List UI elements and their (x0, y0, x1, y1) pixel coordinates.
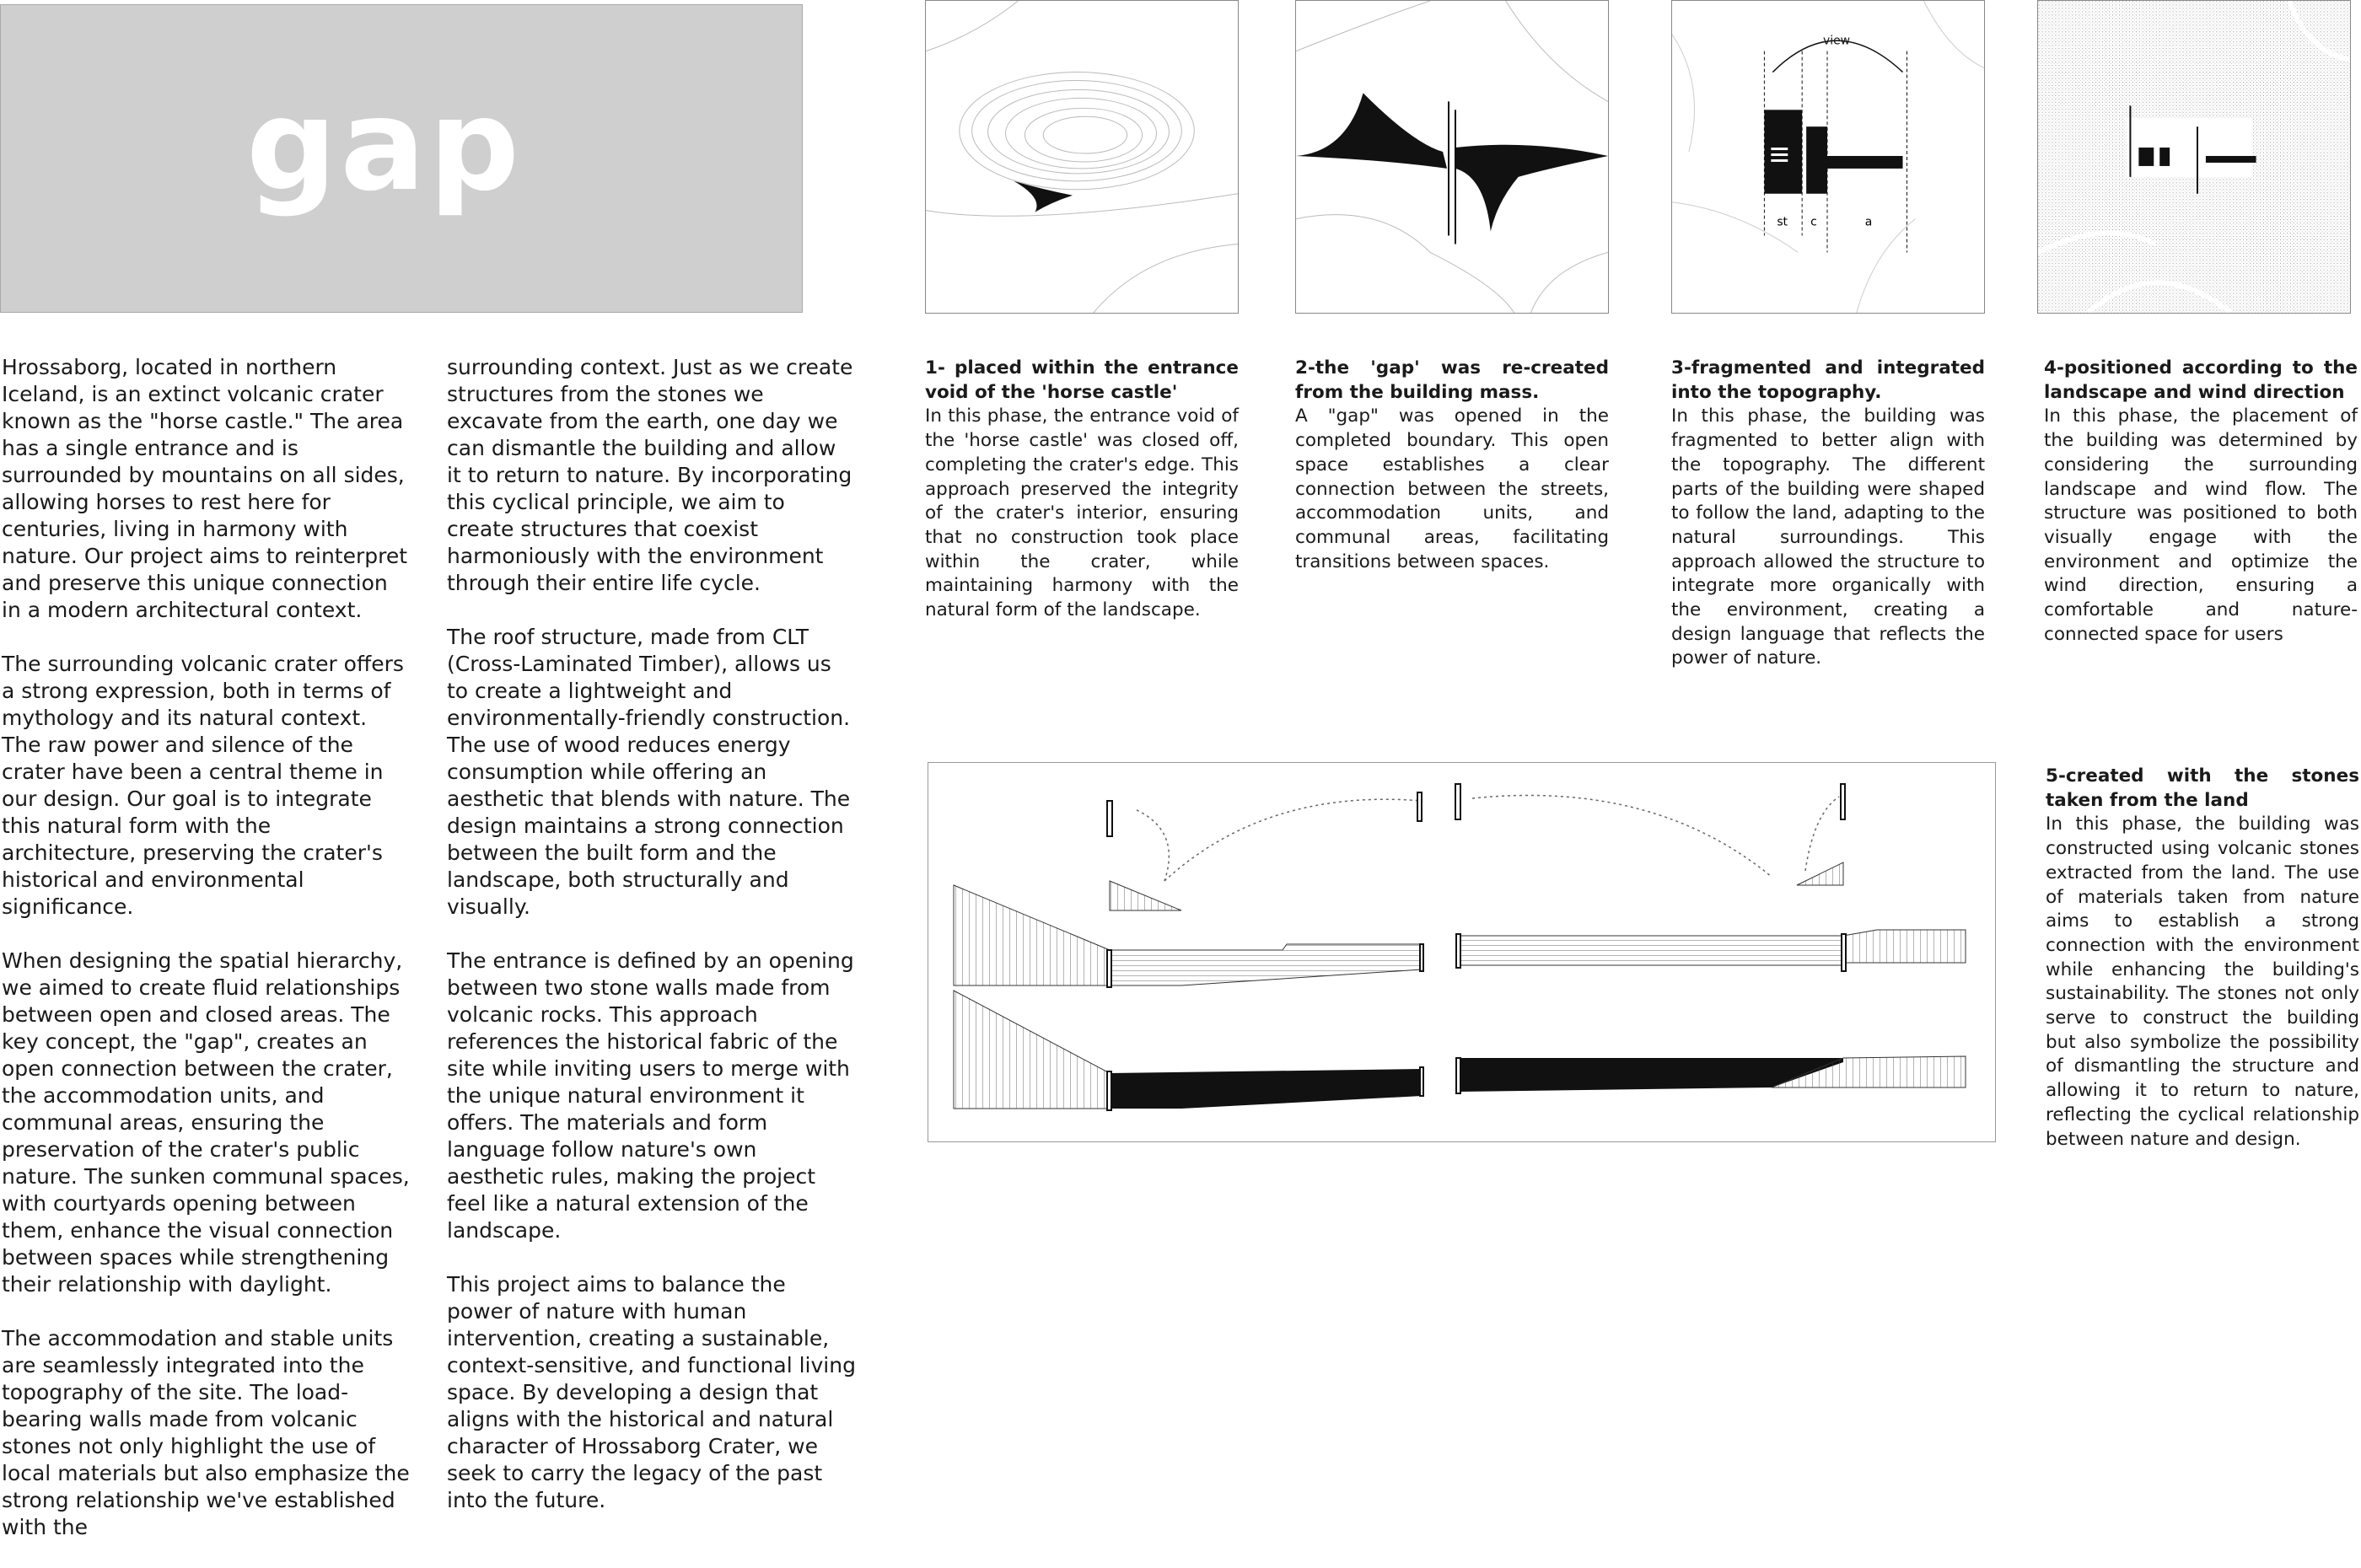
step-4-caption (2044, 357, 2358, 647)
paragraph: When designing the spatial hierarchy, we aimed to create fluid relationships between open and closed areas. The key concept, the "gap", creates an open connection between the crater, the accommodation units, and communal areas, ensuring the preservation of the crater's public nature. The sunken communal spaces, with courtyards opening between them, enhance the visual connection between spaces while strengthening their relationship with daylight. (2, 948, 410, 1297)
paragraph: The entrance is defined by an opening between two stone walls made from volcanic rocks. This approach references the historical fabric of the site while inviting users to merge with the unique natural environment it offers. The materials and form language follow nature's own aesthetic rules, making the project feel like a natural extension of the landscape. (447, 948, 854, 1243)
step-heading: 3-fragmented and integrated into the topography. (1671, 357, 1985, 403)
paragraph: The roof structure, made from CLT (Cross-Laminated Timber), allows us to create a lightweight and environmentally-friendly construction. The use of wood reduces energy consumption while offering an aesthetic that blends with nature. The design maintains a strong connection between the built form and the landscape, both structurally and visually. (447, 625, 851, 919)
diagram-5-stone-sections (928, 762, 1996, 1142)
step-heading: 4-positioned according to the landscape and wind direction (2044, 357, 2358, 403)
diagram-3-topography (1671, 0, 1985, 314)
paragraph: Hrossaborg, located in northern Iceland, is an extinct volcanic crater known as the "horse castle." The area has a single entrance and is surrounded by mountains on all sides, allowing horses to rest here for centuries, living in harmony with nature. Our project aims to reinterpret and preserve this unique connection in a modern architectural context. (2, 355, 408, 622)
project-title: gap (246, 72, 523, 219)
step-5-caption (2046, 765, 2359, 1152)
a-label: a (1864, 215, 1873, 229)
intro-column-1 (2, 354, 411, 1568)
title-banner (0, 4, 803, 313)
step-heading: 2-the 'gap' was re-created from the building mass. (1295, 357, 1609, 403)
paragraph: surrounding context. Just as we create structures from the stones we excavate from the earth, one day we can dismantle the building and allow it to return to nature. By incorporating this cyclical principle, we aim to create structures that coexist harmoniously with the environment through their entire life cycle. (447, 355, 853, 595)
c-label: c (1810, 215, 1817, 229)
view-label: view (1823, 34, 1851, 48)
diagram-2-gap-mass (1295, 0, 1609, 314)
step-body: In this phase, the placement of the building was determined by considering the surrounding landscape and wind flow. The structure was positioned to both visually engage with the environment and optimize the wind direction, ensuring a comfortable and nature-connected space for users (2044, 405, 2358, 645)
step-body: In this phase, the building was constructed using volcanic stones extracted from the land. The use of materials taken from nature aims to establish a strong connection with the environment while enhancing the building's sustainability. The stones not only serve to construct the building but also symbolize the possibility of dismantling the structure and allowing it to return to nature, reflecting the cyclical relationship between nature and design. (2046, 814, 2359, 1150)
paragraph: The surrounding volcanic crater offers a strong expression, both in terms of mythology and its natural context. The raw power and silence of the crater have been a central theme in our design. Our goal is to integrate this natural form with the architecture, preserving the crater's historical and environmental significance. (2, 652, 404, 919)
step-body: In this phase, the building was fragmented to better align with the topography. The different parts of the building were shaped to follow the land, adapting to the natural surroundings. This approach allowed the structure to integrate more organically with the environment, creating a design language that reflects the power of nature. (1671, 405, 1985, 669)
step-heading: 1- placed within the entrance void of the 'horse castle' (925, 357, 1239, 403)
step-2-caption (1295, 357, 1609, 574)
paragraph: The accommodation and stable units are seamlessly integrated into the topography of the site. The load-bearing walls made from volcanic stones not only highlight the use of local materials but also emphasize the strong relationship we've established with the (2, 1326, 410, 1539)
step-1-caption (925, 357, 1239, 623)
step-heading: 5-created with the stones taken from the land (2046, 765, 2359, 811)
step-3-caption (1671, 357, 1985, 671)
step-body: In this phase, the entrance void of the 'horse castle' was closed off, completing the crater's edge. This approach preserved the integrity of the crater's interior, ensuring that no construction took place within the crater, while maintaining harmony with the natural form of the landscape. (925, 405, 1239, 621)
step-body: A "gap" was opened in the completed boundary. This open space establishes a clear connection between the streets, accommodation units, and communal areas, facilitating transitions between spaces. (1295, 405, 1609, 572)
diagram-1-crater-plan (925, 0, 1239, 314)
diagram-4-wind-landscape (2037, 0, 2351, 314)
st-label: st (1777, 215, 1788, 229)
paragraph: This project aims to balance the power of nature with human intervention, creating a sustainable, context-sensitive, and functional living space. By developing a design that aligns with the historical and natural character of Hrossaborg Crater, we seek to carry the legacy of the past into the future. (447, 1272, 856, 1512)
intro-column-2 (447, 354, 856, 1541)
